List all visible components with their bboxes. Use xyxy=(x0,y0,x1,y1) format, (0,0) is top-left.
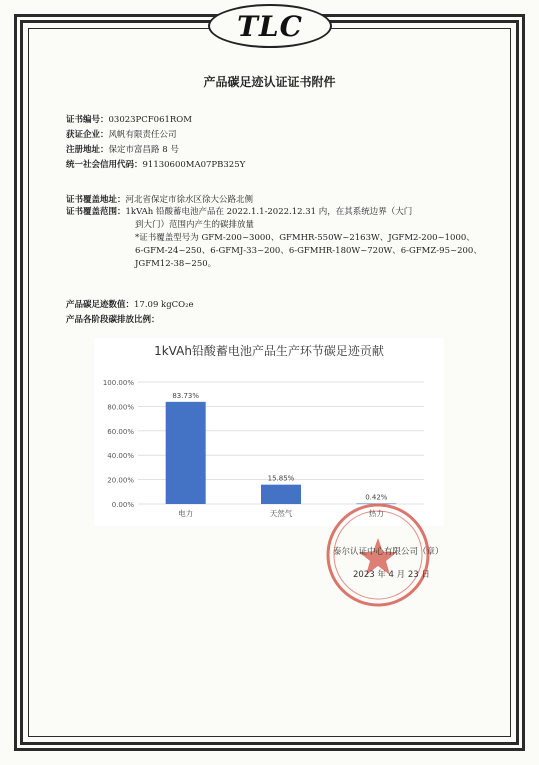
coverage-scope-line5: JGFM12-38~250。 xyxy=(135,259,217,269)
bar xyxy=(261,485,301,504)
address-value: 保定市富昌路 8 号 xyxy=(108,145,179,155)
y-tick-label: 100.00% xyxy=(102,379,134,387)
cert-no-label: 证书编号： xyxy=(66,115,109,125)
coverage-scope-line3: *证书覆盖型号为 GFM-200~3000、GFMHR-550W~2163W、JGFM2-200~1000、 xyxy=(135,233,475,243)
coverage-scope xyxy=(66,206,486,271)
data-label: 15.85% xyxy=(267,474,295,483)
ratio-label: 产品各阶段碳排放比例： xyxy=(66,315,160,325)
footprint-row xyxy=(66,298,194,310)
data-label: 83.73% xyxy=(172,391,200,400)
issuer-name: 泰尔认证中心有限公司（章） xyxy=(333,547,444,557)
company-label: 获证企业： xyxy=(66,130,109,140)
company-row xyxy=(66,128,177,140)
footprint-value: 17.09 kgCO₂e xyxy=(134,300,194,310)
coverage-address-label: 证书覆盖地址： xyxy=(66,195,126,205)
coverage-address-row xyxy=(66,193,253,205)
bar-chart xyxy=(94,338,444,526)
x-tick-label: 热力 xyxy=(368,509,384,518)
credit-code-label: 统一社会信用代码： xyxy=(66,160,143,170)
coverage-scope-line4: 6-GFM-24~250、6-GFMJ-33~200、6-GFMHR-180W~720W、6-GFMZ-95~200、 xyxy=(135,246,482,256)
credit-code-value: 91130600MA07PB325Y xyxy=(142,160,246,170)
bar xyxy=(166,402,206,504)
y-tick-label: 80.00% xyxy=(107,403,134,412)
credit-code-row xyxy=(66,158,245,170)
issue-date: 2023 年 4 月 23 日 xyxy=(353,570,430,580)
footprint-label: 产品碳足迹数值： xyxy=(66,300,135,310)
chart-svg xyxy=(94,338,444,526)
ratio-row xyxy=(66,313,160,325)
company-value: 风帆有限责任公司 xyxy=(108,130,177,140)
y-tick-label: 60.00% xyxy=(107,427,134,436)
chart-title: 1kVAh铅酸蓄电池产品生产环节碳足迹贡献 xyxy=(154,344,384,358)
coverage-address-value: 河北省保定市徐水区徐大公路北侧 xyxy=(125,195,254,205)
x-tick-label: 天然气 xyxy=(269,509,293,518)
y-tick-label: 40.00% xyxy=(107,452,134,461)
page-title: 产品碳足迹认证证书附件 xyxy=(203,75,336,89)
y-tick-label: 0.00% xyxy=(111,501,134,509)
address-row xyxy=(66,143,179,155)
cert-no-row xyxy=(66,113,192,125)
coverage-scope-line2: 到大门）范围内产生的碳排放量 xyxy=(135,220,255,230)
data-label: 0.42% xyxy=(365,493,388,502)
x-tick-label: 电力 xyxy=(178,509,194,518)
coverage-scope-label: 证书覆盖范围： xyxy=(66,207,126,217)
tlc-logo: TLC xyxy=(208,4,332,48)
y-tick-label: 20.00% xyxy=(107,476,134,485)
address-label: 注册地址： xyxy=(66,145,109,155)
cert-no-value: 03023PCF061ROM xyxy=(108,115,192,125)
coverage-scope-line1: 1kVAh 铅酸蓄电池产品在 2022.1.1-2022.12.31 内，在其系统边界（大门 xyxy=(125,207,413,217)
